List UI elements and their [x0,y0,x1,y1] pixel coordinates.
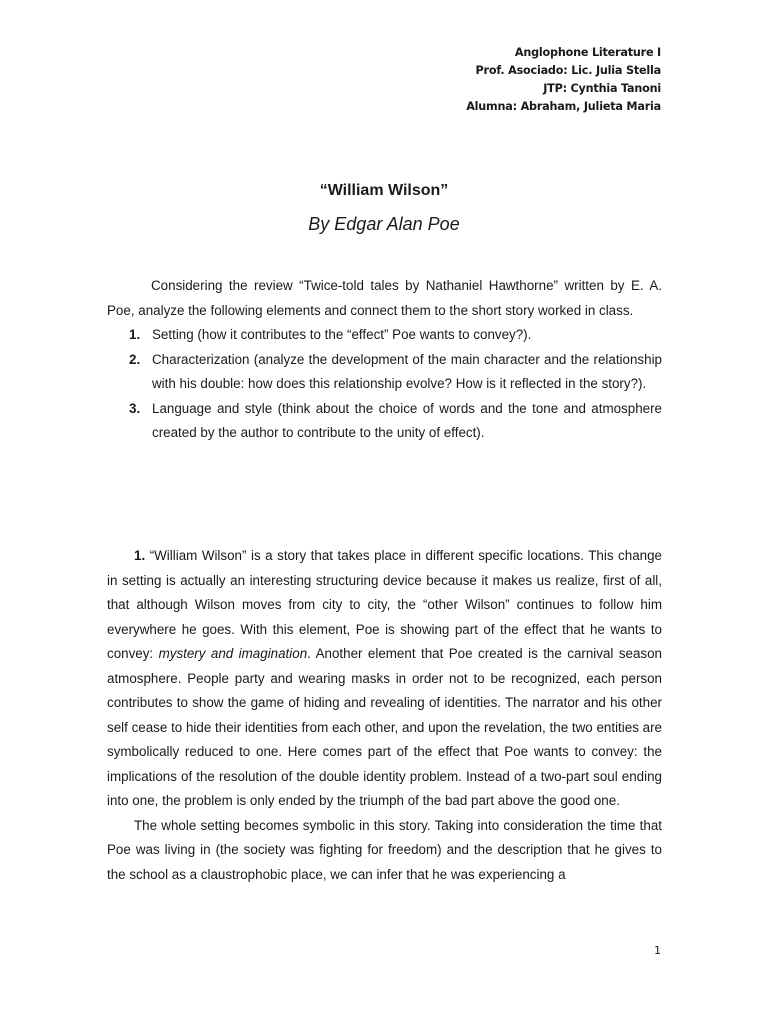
question-list [107,323,662,446]
question-text: Language and style (think about the choice of words and the tone and atmosphere created by the author to contribute to the unity of effect). [152,400,662,440]
essay-text: “William Wilson” is a story that takes place in different specific locations. This change in setting is actually an interesting structuring device because it makes us realize, first of all, that although Wilson moves from city to city, the “other Wilson” continues to follow him everywhere he goes. With this element, Poe is showing part of the effect that he wants to convey: [107,548,662,661]
page-number: 1 [654,944,661,957]
document-header [466,44,661,116]
professor-name: Prof. Asociado: Lic. Julia Stella [475,64,661,77]
question-number: 2. [129,351,141,367]
intro-paragraph: Considering the review “Twice-told tales by Nathaniel Hawthorne” written by E. A. Poe, analyze the following elements and connect them to the short story worked in class. [107,278,662,318]
question-text: Characterization (analyze the development of the main character and the relationship with his double: how does this relationship evolve? How is it reflected in the story?). [152,351,662,391]
question-text: Setting (how it contributes to the “effect” Poe wants to convey?). [152,327,532,342]
student-name: Alumna: Abraham, Julieta Maria [466,100,661,113]
document-title: “William Wilson” [319,182,449,199]
question-item [107,323,662,348]
essay-text: . Another element that Poe created is the carnival season atmosphere. People party and wearing masks in order not to be recognized, each person contributes to show the game of hiding and revealing of identities. The narrator and his other self cease to hide their identities from each other, and upon the revelation, the two entities are symbolically reduced to one. Here comes part of the effect that Poe wants to convey: the implications of the resolution of the double identity problem. Instead of a two-part soul ending into one, the problem is only ended by the triumph of the bad part above the good one. [107,646,663,808]
essay-paragraph: The whole setting becomes symbolic in this story. Taking into consideration the time that Poe was living in (the society was fighting for freedom) and the description that he gives to the school as a claustrophobic place, we can infer that he was experiencing a [107,817,662,882]
course-name: Anglophone Literature I [514,46,661,59]
question-number: 3. [129,400,141,416]
jtp-name: JTP: Cynthia Tanoni [543,82,661,95]
question-item [107,397,662,446]
document-subtitle: By Edgar Alan Poe [308,214,460,234]
essay-section [107,544,662,887]
essay-paragraph [107,544,662,814]
assignment-section [107,274,662,446]
essay-emphasis: mystery and imagination [158,646,308,661]
question-item [107,348,662,397]
answer-number: 1. [134,548,146,563]
question-number: 1. [129,327,141,342]
